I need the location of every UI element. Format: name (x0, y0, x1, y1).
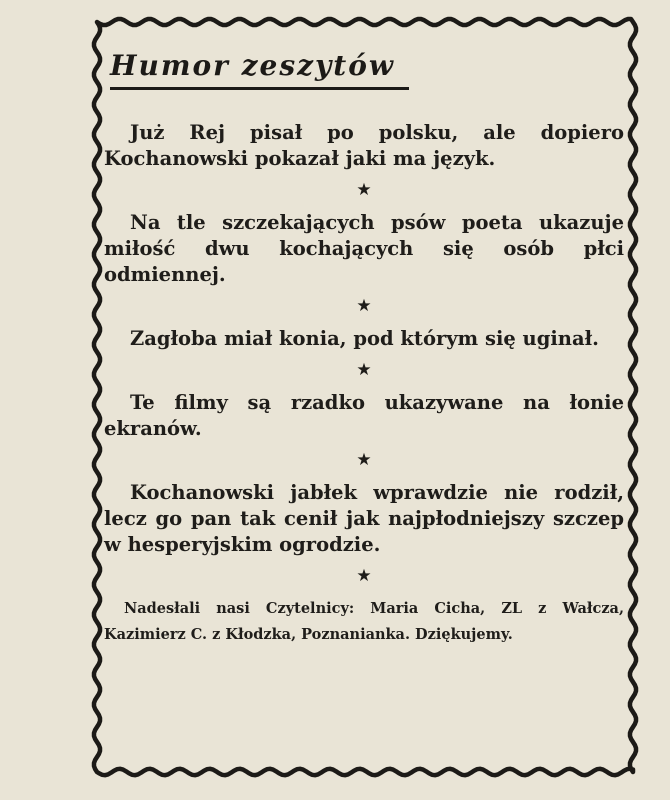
joke-item-3: Zagłoba miał konia, pod którym się uginał. (130, 327, 599, 350)
joke-item-1: Już Rej pisał po polsku, ale dopiero Kochanowski pokazał jaki ma język. (104, 121, 624, 170)
star-separator: ★ (356, 296, 372, 316)
reader-credits: Nadesłali nasi Czytelnicy: Maria Cicha, ZL z Wałcza, Kazimierz C. z Kłodzka, Poznanianka. Dziękujemy. (104, 600, 624, 643)
article-heading: Humor zeszytów (110, 48, 409, 90)
joke-item-4: Te filmy są rzadko ukazywane na łonie ekranów. (104, 391, 624, 440)
joke-item-5: Kochanowski jabłek wprawdzie nie rodził, lecz go pan tak cenił jak najpłodniejszy szczep w hesperyjskim ogrodzie. (104, 481, 624, 556)
joke-list (104, 120, 624, 648)
joke-item-2: Na tle szczekających psów poeta ukazuje miłość dwu kochających się osób płci odmiennej. (104, 211, 624, 286)
star-separator: ★ (356, 450, 372, 470)
star-separator: ★ (356, 360, 372, 380)
article (104, 34, 624, 648)
star-separator: ★ (356, 180, 372, 200)
star-separator: ★ (356, 566, 372, 586)
